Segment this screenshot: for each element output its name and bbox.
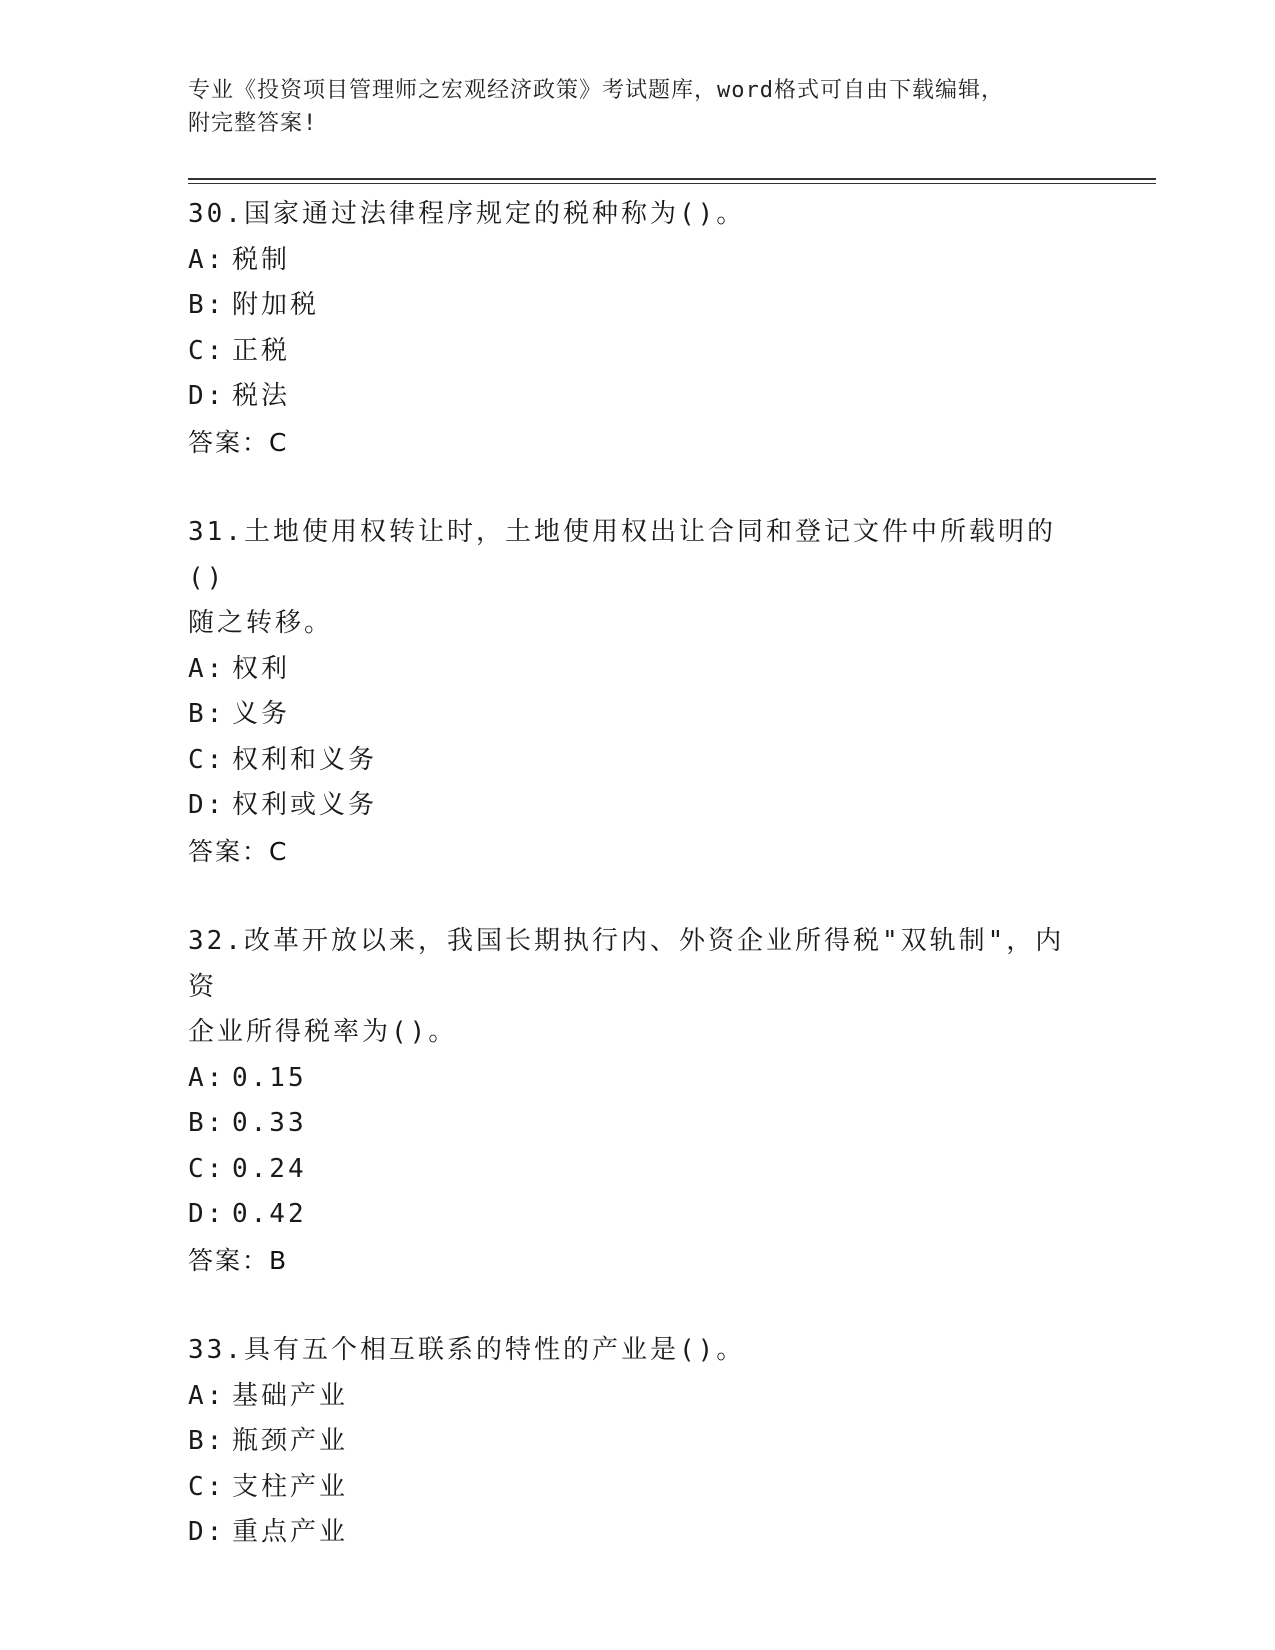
answer-line: 答案：C [188, 427, 289, 457]
option-b [188, 283, 1088, 329]
option-d [188, 1192, 1088, 1238]
option-label: A: [188, 1062, 226, 1093]
question-item [188, 1328, 1088, 1556]
option-label: C: [188, 744, 226, 775]
option-b [188, 1419, 1088, 1465]
question-text-line: 企业所得税率为()。 [188, 1017, 458, 1047]
header-divider-thick [188, 178, 1156, 180]
option-label: A: [188, 244, 226, 275]
option-text: 附加税 [232, 290, 320, 320]
question-item [188, 919, 1088, 1283]
option-label: B: [188, 290, 226, 320]
option-label: A: [188, 653, 226, 684]
option-text: 权利或义务 [232, 790, 378, 820]
option-text: 0.15 [232, 1062, 307, 1093]
option-c [188, 1147, 1088, 1193]
option-a [188, 1056, 1088, 1102]
option-label: C: [188, 335, 226, 366]
option-label: C: [188, 1153, 226, 1184]
option-text: 支柱产业 [232, 1471, 349, 1502]
option-text: 税法 [232, 381, 291, 411]
option-a [188, 647, 1088, 693]
question-text-line: 31.土地使用权转让时，土地使用权出让合同和登记文件中所载明的() [188, 517, 1056, 593]
option-d [188, 1510, 1088, 1556]
answer-line: 答案：C [188, 836, 289, 866]
option-label: D: [188, 381, 226, 411]
option-label: D: [188, 790, 226, 820]
question-item [188, 510, 1088, 874]
option-b [188, 1101, 1088, 1147]
option-text: 正税 [232, 335, 291, 366]
option-d [188, 374, 1088, 420]
header-divider-thin [188, 183, 1156, 184]
option-text: 义务 [232, 699, 291, 729]
header-line-2: 附完整答案! [188, 111, 318, 136]
option-label: D: [188, 1517, 226, 1547]
answer-line: 答案：B [188, 1245, 289, 1275]
option-text: 0.33 [232, 1108, 307, 1138]
option-text: 0.42 [232, 1199, 307, 1229]
option-text: 权利和义务 [232, 744, 378, 775]
option-d [188, 783, 1088, 829]
question-text-line: 30.国家通过法律程序规定的税种称为()。 [188, 199, 746, 229]
header-line-1: 专业《投资项目管理师之宏观经济政策》考试题库，word格式可自由下载编辑， [188, 78, 1004, 103]
option-text: 重点产业 [232, 1517, 349, 1547]
option-label: D: [188, 1199, 226, 1229]
option-label: C: [188, 1471, 226, 1502]
option-text: 瓶颈产业 [232, 1426, 349, 1456]
question-text-line: 32.改革开放以来，我国长期执行内、外资企业所得税"双轨制"，内资 [188, 926, 1065, 1002]
option-a [188, 1374, 1088, 1420]
option-text: 基础产业 [232, 1380, 349, 1411]
question-item [188, 192, 1088, 465]
question-text-line: 随之转移。 [188, 608, 334, 638]
option-text: 权利 [232, 653, 291, 684]
option-c [188, 738, 1088, 784]
option-a [188, 238, 1088, 284]
option-c [188, 329, 1088, 375]
document-header [188, 74, 1068, 140]
option-b [188, 692, 1088, 738]
option-label: B: [188, 1108, 226, 1138]
option-label: A: [188, 1380, 226, 1411]
option-text: 0.24 [232, 1153, 307, 1184]
option-c [188, 1465, 1088, 1511]
option-text: 税制 [232, 244, 291, 275]
option-label: B: [188, 1426, 226, 1456]
option-label: B: [188, 699, 226, 729]
question-list [188, 192, 1088, 1601]
question-text-line: 33.具有五个相互联系的特性的产业是()。 [188, 1335, 746, 1365]
